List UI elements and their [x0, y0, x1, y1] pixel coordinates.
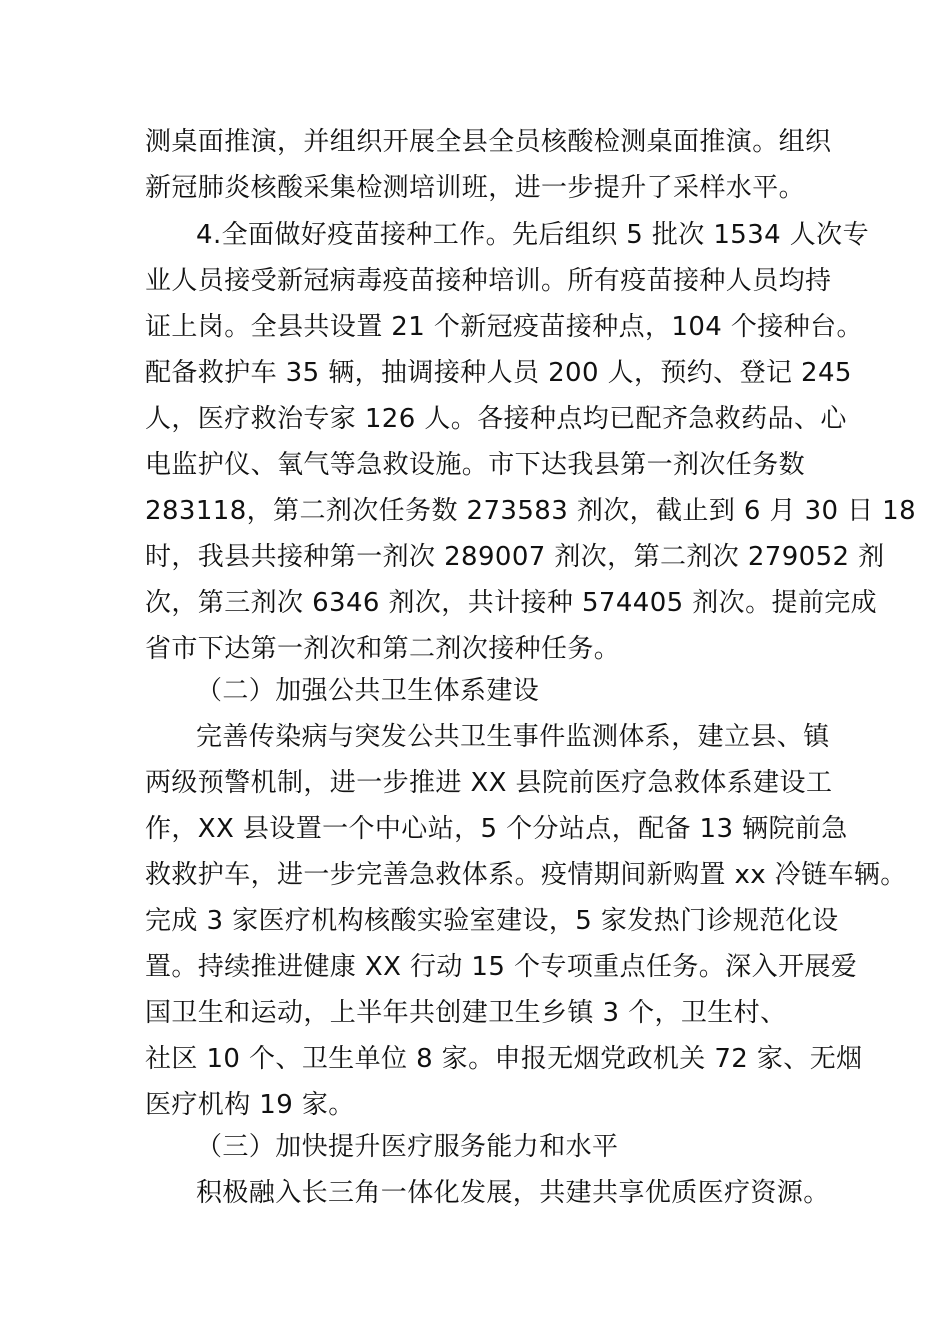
text-line: 作，XX 县设置一个中心站，5 个分站点，配备 13 辆院前急	[145, 814, 848, 844]
section-heading: （三）加快提升医疗服务能力和水平	[196, 1132, 619, 1162]
text-line: 283118，第二剂次任务数 273583 剂次，截止到 6 月 30 日 18	[145, 496, 917, 526]
section-heading: （二）加强公共卫生体系建设	[196, 676, 540, 706]
text-line: 时，我县共接种第一剂次 289007 剂次，第二剂次 279052 剂	[145, 542, 885, 572]
text-line: 业人员接受新冠病毒疫苗接种培训。所有疫苗接种人员均持	[145, 266, 832, 296]
text-line: 社区 10 个、卫生单位 8 家。申报无烟党政机关 72 家、无烟	[145, 1044, 863, 1074]
text-line: 证上岗。全县共设置 21 个新冠疫苗接种点，104 个接种台。	[145, 312, 863, 342]
text-line: 救救护车，进一步完善急救体系。疫情期间新购置 xx 冷链车辆。	[145, 860, 907, 890]
text-line: 电监护仪、氧气等急救设施。市下达我县第一剂次任务数	[145, 450, 806, 480]
text-line: 完成 3 家医疗机构核酸实验室建设，5 家发热门诊规范化设	[145, 906, 839, 936]
paragraph-start-line: 积极融入长三角一体化发展，共建共享优质医疗资源。	[196, 1178, 830, 1208]
text-line: 次，第三剂次 6346 剂次，共计接种 574405 剂次。提前完成	[145, 588, 878, 618]
text-line: 省市下达第一剂次和第二剂次接种任务。	[145, 634, 621, 664]
text-line: 国卫生和运动，上半年共创建卫生乡镇 3 个，卫生村、	[145, 998, 787, 1028]
text-line: 置。持续推进健康 XX 行动 15 个专项重点任务。深入开展爱	[145, 952, 858, 982]
text-line: 新冠肺炎核酸采集检测培训班，进一步提升了采样水平。	[145, 173, 806, 203]
text-line: 两级预警机制，进一步推进 XX 县院前医疗急救体系建设工	[145, 768, 833, 798]
text-line: 医疗机构 19 家。	[145, 1090, 355, 1120]
text-line: 人，医疗救治专家 126 人。各接种点均已配齐急救药品、心	[145, 404, 847, 434]
text-line: 测桌面推演，并组织开展全县全员核酸检测桌面推演。组织	[145, 127, 832, 157]
text-line: 配备救护车 35 辆，抽调接种人员 200 人，预约、登记 245	[145, 358, 852, 388]
paragraph-start-line: 4.全面做好疫苗接种工作。先后组织 5 批次 1534 人次专	[196, 220, 869, 250]
paragraph-start-line: 完善传染病与突发公共卫生事件监测体系，建立县、镇	[196, 722, 830, 752]
